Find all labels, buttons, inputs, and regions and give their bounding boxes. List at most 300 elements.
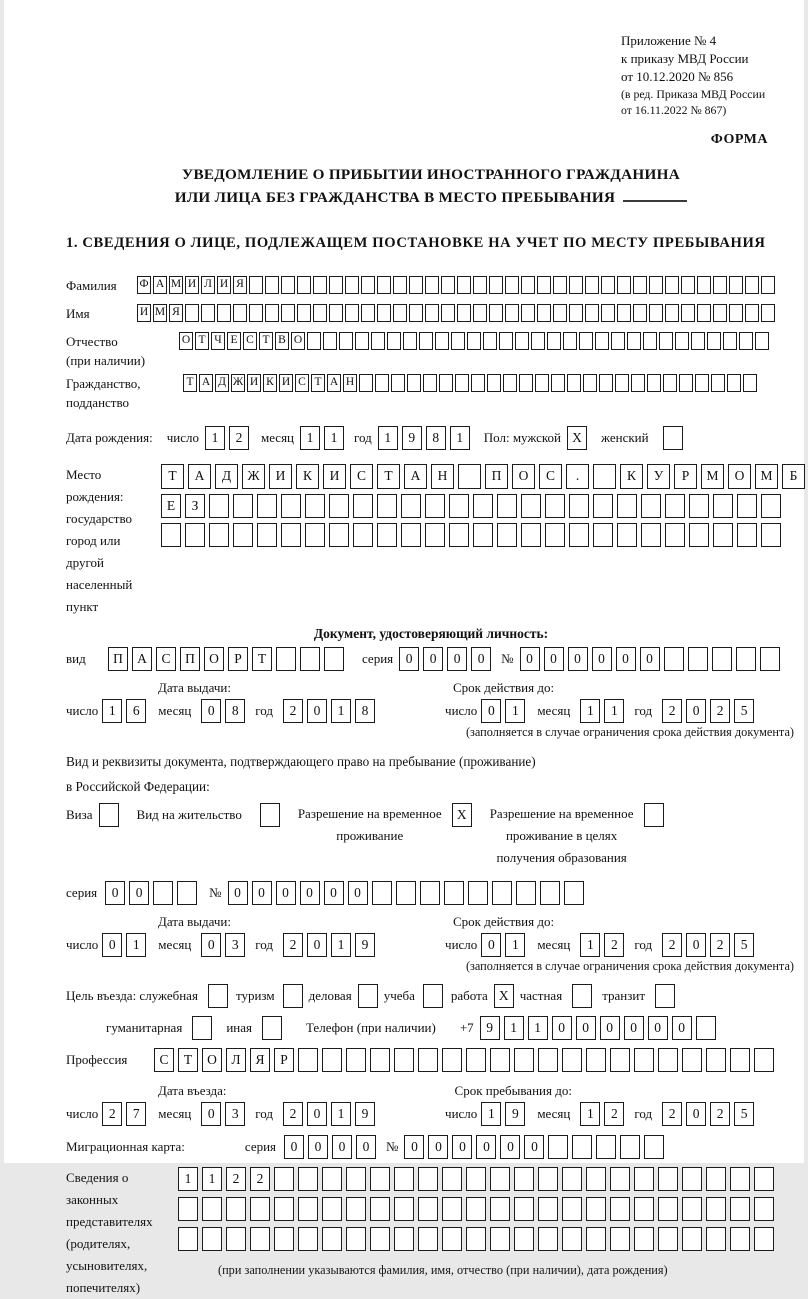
- char-cell[interactable]: [233, 304, 247, 322]
- char-cell[interactable]: 0: [447, 647, 467, 671]
- sex-male-checkbox[interactable]: X: [567, 426, 587, 450]
- char-cell[interactable]: [663, 374, 677, 392]
- char-cell[interactable]: [339, 332, 353, 350]
- char-cell[interactable]: 0: [428, 1135, 448, 1159]
- char-cell[interactable]: [281, 523, 301, 547]
- char-cell[interactable]: 1: [205, 426, 225, 450]
- phone-cells[interactable]: [480, 1016, 720, 1040]
- temp-residence-checkbox[interactable]: X: [452, 803, 472, 827]
- birthplace-cells-row2[interactable]: [161, 494, 808, 518]
- char-cell[interactable]: [409, 304, 423, 322]
- char-cell[interactable]: [435, 332, 449, 350]
- char-cell[interactable]: [712, 647, 732, 671]
- char-cell[interactable]: О: [512, 464, 535, 489]
- char-cell[interactable]: [562, 1197, 582, 1221]
- char-cell[interactable]: 1: [528, 1016, 548, 1040]
- char-cell[interactable]: С: [295, 374, 309, 392]
- char-cell[interactable]: [617, 523, 637, 547]
- char-cell[interactable]: [737, 494, 757, 518]
- char-cell[interactable]: [233, 523, 253, 547]
- char-cell[interactable]: [634, 1048, 654, 1072]
- char-cell[interactable]: Т: [311, 374, 325, 392]
- char-cell[interactable]: 1: [300, 426, 320, 450]
- char-cell[interactable]: [521, 276, 535, 294]
- char-cell[interactable]: [377, 494, 397, 518]
- char-cell[interactable]: [346, 1197, 366, 1221]
- char-cell[interactable]: [418, 1048, 438, 1072]
- char-cell[interactable]: А: [327, 374, 341, 392]
- char-cell[interactable]: 2: [710, 933, 730, 957]
- char-cell[interactable]: [563, 332, 577, 350]
- char-cell[interactable]: 9: [505, 1102, 525, 1126]
- char-cell[interactable]: [281, 276, 295, 294]
- char-cell[interactable]: [664, 647, 684, 671]
- char-cell[interactable]: 0: [105, 881, 125, 905]
- char-cell[interactable]: [375, 374, 389, 392]
- char-cell[interactable]: [586, 1197, 606, 1221]
- stay-day[interactable]: [481, 1102, 529, 1126]
- char-cell[interactable]: [442, 1197, 462, 1221]
- char-cell[interactable]: [393, 276, 407, 294]
- char-cell[interactable]: [209, 494, 229, 518]
- char-cell[interactable]: 1: [505, 933, 525, 957]
- char-cell[interactable]: 0: [624, 1016, 644, 1040]
- res-issue-month[interactable]: [201, 933, 249, 957]
- char-cell[interactable]: [423, 374, 437, 392]
- char-cell[interactable]: [633, 304, 647, 322]
- char-cell[interactable]: [696, 1016, 716, 1040]
- char-cell[interactable]: [490, 1167, 510, 1191]
- char-cell[interactable]: [298, 1167, 318, 1191]
- char-cell[interactable]: [441, 276, 455, 294]
- char-cell[interactable]: [322, 1197, 342, 1221]
- char-cell[interactable]: 1: [481, 1102, 501, 1126]
- char-cell[interactable]: 0: [308, 1135, 328, 1159]
- char-cell[interactable]: [394, 1227, 414, 1251]
- char-cell[interactable]: 0: [648, 1016, 668, 1040]
- char-cell[interactable]: 0: [300, 881, 320, 905]
- purpose-study-checkbox[interactable]: [423, 984, 443, 1008]
- char-cell[interactable]: Т: [161, 464, 184, 489]
- char-cell[interactable]: [562, 1048, 582, 1072]
- doc-issue-year[interactable]: [283, 699, 379, 723]
- char-cell[interactable]: Р: [228, 647, 248, 671]
- char-cell[interactable]: [658, 1227, 678, 1251]
- char-cell[interactable]: [761, 523, 781, 547]
- char-cell[interactable]: [300, 647, 320, 671]
- char-cell[interactable]: [730, 1167, 750, 1191]
- char-cell[interactable]: [305, 523, 325, 547]
- char-cell[interactable]: 0: [481, 699, 501, 723]
- res-valid-year[interactable]: [662, 933, 758, 957]
- char-cell[interactable]: [585, 276, 599, 294]
- char-cell[interactable]: 5: [734, 1102, 754, 1126]
- char-cell[interactable]: [274, 1167, 294, 1191]
- char-cell[interactable]: [307, 332, 321, 350]
- char-cell[interactable]: [689, 523, 709, 547]
- char-cell[interactable]: [313, 276, 327, 294]
- char-cell[interactable]: [593, 523, 613, 547]
- char-cell[interactable]: [449, 494, 469, 518]
- char-cell[interactable]: [723, 332, 737, 350]
- char-cell[interactable]: [249, 304, 263, 322]
- char-cell[interactable]: [688, 647, 708, 671]
- char-cell[interactable]: И: [269, 464, 292, 489]
- char-cell[interactable]: К: [263, 374, 277, 392]
- char-cell[interactable]: [564, 881, 584, 905]
- char-cell[interactable]: Я: [233, 276, 247, 294]
- char-cell[interactable]: [514, 1227, 534, 1251]
- char-cell[interactable]: И: [185, 276, 199, 294]
- char-cell[interactable]: 0: [201, 699, 221, 723]
- doc-number-cells[interactable]: [520, 647, 784, 671]
- stay-year[interactable]: [662, 1102, 758, 1126]
- char-cell[interactable]: [420, 881, 440, 905]
- char-cell[interactable]: [658, 1048, 678, 1072]
- char-cell[interactable]: 0: [228, 881, 248, 905]
- char-cell[interactable]: Н: [431, 464, 454, 489]
- char-cell[interactable]: [743, 374, 757, 392]
- char-cell[interactable]: [468, 881, 488, 905]
- char-cell[interactable]: С: [350, 464, 373, 489]
- char-cell[interactable]: [377, 304, 391, 322]
- char-cell[interactable]: Т: [252, 647, 272, 671]
- birth-month-cells[interactable]: [300, 426, 348, 450]
- char-cell[interactable]: Т: [377, 464, 400, 489]
- char-cell[interactable]: [418, 1167, 438, 1191]
- char-cell[interactable]: [711, 374, 725, 392]
- char-cell[interactable]: [514, 1197, 534, 1221]
- char-cell[interactable]: [346, 1227, 366, 1251]
- char-cell[interactable]: 0: [568, 647, 588, 671]
- char-cell[interactable]: М: [153, 304, 167, 322]
- char-cell[interactable]: [572, 1135, 592, 1159]
- char-cell[interactable]: 0: [276, 881, 296, 905]
- char-cell[interactable]: [361, 304, 375, 322]
- char-cell[interactable]: [647, 374, 661, 392]
- char-cell[interactable]: 2: [102, 1102, 122, 1126]
- char-cell[interactable]: 1: [504, 1016, 524, 1040]
- char-cell[interactable]: [209, 523, 229, 547]
- char-cell[interactable]: [695, 374, 709, 392]
- citizenship-cells[interactable]: [183, 374, 759, 392]
- char-cell[interactable]: [754, 1227, 774, 1251]
- char-cell[interactable]: [442, 1167, 462, 1191]
- char-cell[interactable]: У: [647, 464, 670, 489]
- char-cell[interactable]: [425, 494, 445, 518]
- char-cell[interactable]: [466, 1167, 486, 1191]
- char-cell[interactable]: 1: [604, 699, 624, 723]
- char-cell[interactable]: 0: [201, 1102, 221, 1126]
- char-cell[interactable]: [178, 1197, 198, 1221]
- char-cell[interactable]: 2: [604, 1102, 624, 1126]
- char-cell[interactable]: Т: [183, 374, 197, 392]
- char-cell[interactable]: А: [188, 464, 211, 489]
- char-cell[interactable]: 7: [126, 1102, 146, 1126]
- char-cell[interactable]: 0: [481, 933, 501, 957]
- char-cell[interactable]: 0: [672, 1016, 692, 1040]
- char-cell[interactable]: [562, 1227, 582, 1251]
- char-cell[interactable]: 0: [600, 1016, 620, 1040]
- char-cell[interactable]: [537, 304, 551, 322]
- char-cell[interactable]: [178, 1227, 198, 1251]
- char-cell[interactable]: 0: [201, 933, 221, 957]
- char-cell[interactable]: [153, 881, 173, 905]
- char-cell[interactable]: 1: [580, 699, 600, 723]
- doc-issue-day[interactable]: [102, 699, 150, 723]
- char-cell[interactable]: [682, 1227, 702, 1251]
- char-cell[interactable]: [649, 304, 663, 322]
- char-cell[interactable]: [490, 1197, 510, 1221]
- name-cells[interactable]: [137, 304, 777, 322]
- char-cell[interactable]: А: [404, 464, 427, 489]
- char-cell[interactable]: [579, 332, 593, 350]
- char-cell[interactable]: 0: [307, 933, 327, 957]
- char-cell[interactable]: П: [485, 464, 508, 489]
- res-issue-day[interactable]: [102, 933, 150, 957]
- char-cell[interactable]: [161, 523, 181, 547]
- char-cell[interactable]: [455, 374, 469, 392]
- char-cell[interactable]: [713, 276, 727, 294]
- char-cell[interactable]: [387, 332, 401, 350]
- char-cell[interactable]: [514, 1048, 534, 1072]
- char-cell[interactable]: 5: [734, 699, 754, 723]
- char-cell[interactable]: [545, 494, 565, 518]
- char-cell[interactable]: [377, 523, 397, 547]
- char-cell[interactable]: [583, 374, 597, 392]
- char-cell[interactable]: Я: [250, 1048, 270, 1072]
- char-cell[interactable]: 0: [520, 647, 540, 671]
- char-cell[interactable]: [441, 304, 455, 322]
- char-cell[interactable]: [691, 332, 705, 350]
- char-cell[interactable]: [473, 304, 487, 322]
- char-cell[interactable]: [457, 304, 471, 322]
- char-cell[interactable]: В: [275, 332, 289, 350]
- entry-year[interactable]: [283, 1102, 379, 1126]
- res-valid-day[interactable]: [481, 933, 529, 957]
- char-cell[interactable]: [514, 1167, 534, 1191]
- char-cell[interactable]: [727, 374, 741, 392]
- char-cell[interactable]: [617, 304, 631, 322]
- legal-cells-row3[interactable]: [178, 1227, 778, 1251]
- char-cell[interactable]: [665, 523, 685, 547]
- res-issue-year[interactable]: [283, 933, 379, 957]
- char-cell[interactable]: 2: [710, 699, 730, 723]
- char-cell[interactable]: [490, 1048, 510, 1072]
- char-cell[interactable]: 0: [686, 1102, 706, 1126]
- char-cell[interactable]: [257, 494, 277, 518]
- char-cell[interactable]: [537, 276, 551, 294]
- char-cell[interactable]: [706, 1227, 726, 1251]
- char-cell[interactable]: [736, 647, 756, 671]
- legal-cells-row2[interactable]: [178, 1197, 778, 1221]
- char-cell[interactable]: [713, 304, 727, 322]
- char-cell[interactable]: [322, 1048, 342, 1072]
- char-cell[interactable]: 0: [616, 647, 636, 671]
- char-cell[interactable]: [329, 304, 343, 322]
- char-cell[interactable]: [298, 1197, 318, 1221]
- char-cell[interactable]: [449, 523, 469, 547]
- char-cell[interactable]: [633, 276, 647, 294]
- char-cell[interactable]: 8: [426, 426, 446, 450]
- char-cell[interactable]: М: [755, 464, 778, 489]
- char-cell[interactable]: А: [153, 276, 167, 294]
- char-cell[interactable]: 1: [378, 426, 398, 450]
- char-cell[interactable]: 0: [252, 881, 272, 905]
- purpose-official-checkbox[interactable]: [208, 984, 228, 1008]
- char-cell[interactable]: [761, 304, 775, 322]
- char-cell[interactable]: [471, 374, 485, 392]
- char-cell[interactable]: [305, 494, 325, 518]
- char-cell[interactable]: 6: [126, 699, 146, 723]
- char-cell[interactable]: И: [323, 464, 346, 489]
- char-cell[interactable]: [489, 304, 503, 322]
- char-cell[interactable]: Б: [782, 464, 805, 489]
- char-cell[interactable]: [531, 332, 545, 350]
- char-cell[interactable]: [425, 304, 439, 322]
- char-cell[interactable]: [521, 494, 541, 518]
- char-cell[interactable]: [201, 304, 215, 322]
- char-cell[interactable]: 9: [480, 1016, 500, 1040]
- char-cell[interactable]: [737, 523, 757, 547]
- char-cell[interactable]: М: [169, 276, 183, 294]
- char-cell[interactable]: [553, 304, 567, 322]
- profession-cells[interactable]: [154, 1048, 778, 1072]
- char-cell[interactable]: 0: [686, 933, 706, 957]
- char-cell[interactable]: 0: [524, 1135, 544, 1159]
- char-cell[interactable]: [665, 276, 679, 294]
- char-cell[interactable]: Д: [215, 464, 238, 489]
- char-cell[interactable]: [634, 1227, 654, 1251]
- char-cell[interactable]: [250, 1197, 270, 1221]
- char-cell[interactable]: 0: [307, 1102, 327, 1126]
- stay-month[interactable]: [580, 1102, 628, 1126]
- char-cell[interactable]: [548, 1135, 568, 1159]
- char-cell[interactable]: 0: [324, 881, 344, 905]
- char-cell[interactable]: [457, 276, 471, 294]
- char-cell[interactable]: 1: [505, 699, 525, 723]
- char-cell[interactable]: [466, 1227, 486, 1251]
- char-cell[interactable]: [681, 304, 695, 322]
- char-cell[interactable]: Ж: [242, 464, 265, 489]
- char-cell[interactable]: Т: [195, 332, 209, 350]
- char-cell[interactable]: [323, 332, 337, 350]
- char-cell[interactable]: .: [566, 464, 589, 489]
- char-cell[interactable]: [361, 276, 375, 294]
- purpose-humanitarian-checkbox[interactable]: [192, 1016, 212, 1040]
- char-cell[interactable]: 0: [348, 881, 368, 905]
- char-cell[interactable]: 1: [178, 1167, 198, 1191]
- char-cell[interactable]: [329, 523, 349, 547]
- char-cell[interactable]: О: [291, 332, 305, 350]
- char-cell[interactable]: [217, 304, 231, 322]
- char-cell[interactable]: [467, 332, 481, 350]
- res-number-cells[interactable]: [228, 881, 588, 905]
- char-cell[interactable]: [370, 1048, 390, 1072]
- char-cell[interactable]: [706, 1197, 726, 1221]
- char-cell[interactable]: 2: [226, 1167, 246, 1191]
- char-cell[interactable]: [641, 494, 661, 518]
- char-cell[interactable]: [516, 881, 536, 905]
- char-cell[interactable]: [322, 1167, 342, 1191]
- char-cell[interactable]: [538, 1197, 558, 1221]
- char-cell[interactable]: [754, 1048, 774, 1072]
- char-cell[interactable]: [745, 276, 759, 294]
- char-cell[interactable]: [641, 523, 661, 547]
- char-cell[interactable]: Т: [178, 1048, 198, 1072]
- char-cell[interactable]: 1: [102, 699, 122, 723]
- char-cell[interactable]: [617, 276, 631, 294]
- char-cell[interactable]: К: [620, 464, 643, 489]
- char-cell[interactable]: [697, 304, 711, 322]
- char-cell[interactable]: [675, 332, 689, 350]
- char-cell[interactable]: [409, 276, 423, 294]
- char-cell[interactable]: [276, 647, 296, 671]
- char-cell[interactable]: [345, 276, 359, 294]
- char-cell[interactable]: 0: [471, 647, 491, 671]
- char-cell[interactable]: [346, 1167, 366, 1191]
- char-cell[interactable]: [601, 304, 615, 322]
- char-cell[interactable]: [226, 1197, 246, 1221]
- birth-year-cells[interactable]: [378, 426, 474, 450]
- char-cell[interactable]: Ф: [137, 276, 151, 294]
- char-cell[interactable]: 2: [662, 933, 682, 957]
- char-cell[interactable]: [643, 332, 657, 350]
- char-cell[interactable]: [713, 494, 733, 518]
- char-cell[interactable]: [425, 523, 445, 547]
- char-cell[interactable]: 8: [225, 699, 245, 723]
- char-cell[interactable]: [401, 523, 421, 547]
- temp-residence-edu-checkbox[interactable]: [644, 803, 664, 827]
- char-cell[interactable]: [615, 374, 629, 392]
- purpose-other-checkbox[interactable]: [262, 1016, 282, 1040]
- purpose-tourism-checkbox[interactable]: [283, 984, 303, 1008]
- char-cell[interactable]: 1: [202, 1167, 222, 1191]
- char-cell[interactable]: [644, 1135, 664, 1159]
- char-cell[interactable]: 2: [604, 933, 624, 957]
- entry-day[interactable]: [102, 1102, 150, 1126]
- char-cell[interactable]: И: [217, 276, 231, 294]
- char-cell[interactable]: 2: [229, 426, 249, 450]
- char-cell[interactable]: 0: [552, 1016, 572, 1040]
- char-cell[interactable]: 1: [450, 426, 470, 450]
- char-cell[interactable]: 2: [283, 1102, 303, 1126]
- char-cell[interactable]: [658, 1167, 678, 1191]
- char-cell[interactable]: [473, 523, 493, 547]
- char-cell[interactable]: [567, 374, 581, 392]
- char-cell[interactable]: Е: [161, 494, 181, 518]
- char-cell[interactable]: [569, 523, 589, 547]
- char-cell[interactable]: 1: [126, 933, 146, 957]
- birth-day-cells[interactable]: [205, 426, 253, 450]
- char-cell[interactable]: [297, 304, 311, 322]
- char-cell[interactable]: [298, 1048, 318, 1072]
- char-cell[interactable]: [545, 523, 565, 547]
- char-cell[interactable]: [585, 304, 599, 322]
- char-cell[interactable]: [611, 332, 625, 350]
- char-cell[interactable]: [396, 881, 416, 905]
- char-cell[interactable]: [540, 881, 560, 905]
- entry-month[interactable]: [201, 1102, 249, 1126]
- char-cell[interactable]: [617, 494, 637, 518]
- char-cell[interactable]: [569, 276, 583, 294]
- char-cell[interactable]: [755, 332, 769, 350]
- char-cell[interactable]: А: [199, 374, 213, 392]
- char-cell[interactable]: 9: [355, 1102, 375, 1126]
- char-cell[interactable]: О: [728, 464, 751, 489]
- char-cell[interactable]: [659, 332, 673, 350]
- char-cell[interactable]: [313, 304, 327, 322]
